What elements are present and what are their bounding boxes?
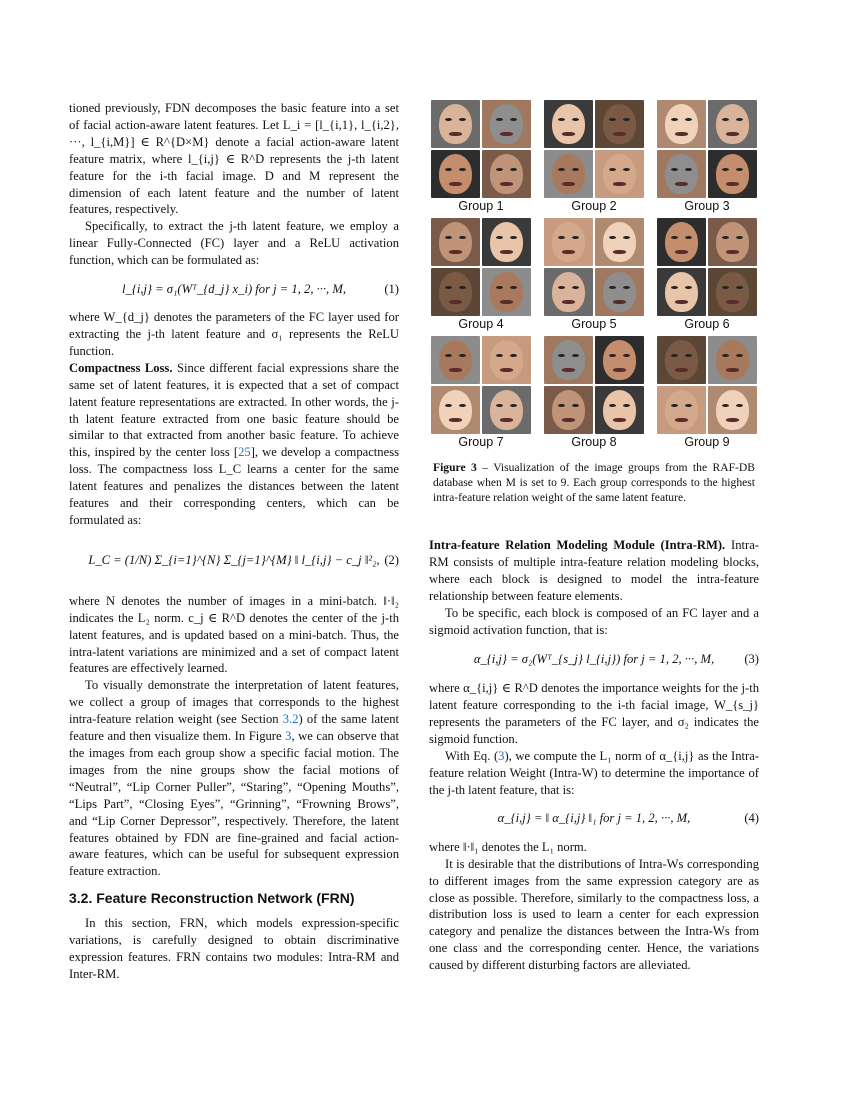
- eye-shape: [685, 404, 692, 407]
- eye-shape: [496, 168, 503, 171]
- equation-text: α_{i,j} = ‖ α_{i,j} ‖₁ for j = 1, 2, ···, M,: [497, 811, 691, 826]
- eye-shape: [609, 118, 616, 121]
- face-skin-shape: [665, 272, 698, 312]
- face-thumbnails: [657, 336, 757, 434]
- figure-caption: [429, 460, 759, 505]
- eye-shape: [558, 404, 565, 407]
- equation-number: (4): [744, 811, 759, 826]
- mouth-shape: [500, 368, 513, 372]
- face-image: [708, 150, 757, 198]
- eye-shape: [558, 286, 565, 289]
- mouth-shape: [726, 132, 739, 136]
- face-image: [708, 386, 757, 434]
- eye-shape: [671, 404, 678, 407]
- text-span: ) of the same latent feature and then visualize them. In Figure: [69, 712, 399, 744]
- equation-1: [69, 269, 399, 309]
- mouth-shape: [675, 300, 688, 304]
- eye-shape: [510, 168, 517, 171]
- equation-4: [429, 799, 759, 839]
- paragraph: where W_{d_j} denotes the parameters of the FC layer used for extracting the j-th latent feature and σ₁ represents the ReLU function.: [69, 310, 399, 358]
- mouth-shape: [726, 250, 739, 254]
- face-skin-shape: [716, 154, 749, 194]
- image-group: [542, 336, 646, 454]
- eye-shape: [510, 404, 517, 407]
- mouth-shape: [726, 368, 739, 372]
- face-skin-shape: [716, 340, 749, 380]
- run-in-heading: Intra-feature Relation Modeling Module (Intra-RM).: [429, 538, 726, 552]
- paragraph: Specifically, to extract the j-th latent feature, we employ a linear Fully-Connected (FC) layer and a ReLU activation function, which can be formulated as:: [69, 219, 399, 268]
- face-skin-shape: [439, 104, 472, 144]
- eye-shape: [445, 236, 452, 239]
- mouth-shape: [449, 182, 462, 186]
- face-skin-shape: [552, 272, 585, 312]
- image-group: [429, 336, 533, 454]
- eye-shape: [572, 404, 579, 407]
- face-skin-shape: [439, 154, 472, 194]
- eye-shape: [736, 118, 743, 121]
- equation-3: [429, 638, 759, 680]
- group-label: Group 5: [571, 317, 617, 331]
- eye-shape: [445, 118, 452, 121]
- face-skin-shape: [665, 154, 698, 194]
- mouth-shape: [613, 368, 626, 372]
- eye-shape: [459, 354, 466, 357]
- eye-shape: [671, 168, 678, 171]
- mouth-shape: [500, 182, 513, 186]
- group-label: Group 8: [571, 435, 617, 449]
- image-group: [542, 218, 646, 336]
- text-span: ), we compute the L₁ norm of α_{i,j} as the Intra-feature relation Weight (Intra-W) to determine the importance of the j-th latent feature, that is:: [429, 749, 759, 797]
- eye-shape: [459, 286, 466, 289]
- face-image: [657, 268, 706, 316]
- eye-shape: [722, 236, 729, 239]
- eye-shape: [623, 286, 630, 289]
- figure-link[interactable]: 3: [285, 729, 292, 744]
- face-image: [595, 336, 644, 384]
- eye-shape: [496, 286, 503, 289]
- face-image: [431, 386, 480, 434]
- text-span: Intra-RM consists of multiple intra-feature relation modeling blocks, where each block is designed to model the intra-feature relationship between feature elements.: [429, 538, 760, 603]
- face-image: [544, 386, 593, 434]
- caption-text: – Visualization of the image groups from the RAF-DB database when M is set to 9. Each group corresponds to the highest intra-feature relation weight of the same latent feature.: [433, 461, 755, 504]
- eye-shape: [572, 118, 579, 121]
- face-image: [708, 218, 757, 266]
- face-image: [482, 268, 531, 316]
- text-span: With Eq. (: [445, 749, 499, 764]
- paragraph: where α_{i,j} ∈ R^D denotes the importance weights for the j-th latent feature corresponding to the i-th facial image, W_{s_j} represents the parameters of the FC layer, and σ₂ indicates the sigmoid function.: [429, 681, 759, 747]
- face-image: [431, 218, 480, 266]
- equation-text: α_{i,j} = σ₂(Wᵀ_{s_j} l_{i,j}) for j = 1, 2, ···, M,: [473, 651, 715, 666]
- group-label: Group 3: [684, 199, 730, 213]
- face-skin-shape: [439, 340, 472, 380]
- image-group: [655, 100, 759, 218]
- mouth-shape: [726, 418, 739, 422]
- eye-shape: [623, 236, 630, 239]
- eye-shape: [496, 404, 503, 407]
- mouth-shape: [562, 250, 575, 254]
- eye-shape: [445, 168, 452, 171]
- face-skin-shape: [665, 104, 698, 144]
- eye-shape: [510, 236, 517, 239]
- mouth-shape: [449, 250, 462, 254]
- eye-shape: [558, 168, 565, 171]
- face-skin-shape: [603, 340, 636, 380]
- eye-shape: [445, 354, 452, 357]
- eye-shape: [609, 354, 616, 357]
- face-image: [544, 268, 593, 316]
- image-group: [542, 100, 646, 218]
- face-skin-shape: [490, 154, 523, 194]
- equation-text: L_C = (1/N) Σ_{i=1}^{N} Σ_{j=1}^{M} ‖ l_{i,j} − c_j ‖²₂,: [88, 553, 380, 568]
- face-image: [708, 268, 757, 316]
- paragraph: tioned previously, FDN decomposes the basic feature into a set of facial action-aware latent features. Let L_i = [l_{i,1}, l_{i,2}, ···, l_{i,M}] ∈ R^{D×M} denote a facial action-aware latent feature matrix, where l_{i,j} ∈ R^D represents the j-th latent feature for the i-th facial image. D and M represent the dimension of each latent feature and the number of latent features, respectively.: [69, 101, 399, 217]
- paragraph: where N denotes the number of images in a mini-batch. ‖·‖₂ indicates the L₂ norm. c_j ∈ R^D denotes the center of the j-th latent features, and is updated based on a mini-batch. Thus, the intra-latent variations are minimized and a set of compact latent features are effectively learned.: [69, 593, 399, 676]
- image-group: [655, 218, 759, 336]
- eye-shape: [445, 286, 452, 289]
- eye-shape: [572, 168, 579, 171]
- eye-shape: [736, 286, 743, 289]
- face-image: [431, 150, 480, 198]
- eye-shape: [736, 168, 743, 171]
- eye-shape: [736, 236, 743, 239]
- text-span: ], we develop a compactness loss. The compactness loss L_C learns a center for the same latent features and penalizes the distances between the latent features and their corresponding centers, which can be formulated as:: [69, 445, 399, 527]
- face-skin-shape: [552, 222, 585, 262]
- eye-shape: [459, 168, 466, 171]
- face-skin-shape: [665, 340, 698, 380]
- mouth-shape: [562, 368, 575, 372]
- face-image: [595, 218, 644, 266]
- face-skin-shape: [552, 154, 585, 194]
- face-skin-shape: [552, 340, 585, 380]
- face-skin-shape: [716, 104, 749, 144]
- mouth-shape: [500, 418, 513, 422]
- face-image: [544, 150, 593, 198]
- eye-shape: [685, 354, 692, 357]
- mouth-shape: [675, 368, 688, 372]
- eye-shape: [609, 236, 616, 239]
- mouth-shape: [562, 132, 575, 136]
- eye-shape: [671, 118, 678, 121]
- text-span: To visually demonstrate the interpretation of latent features, we collect a group of images that corresponds to the highest intra-feature relation weight (see Section: [69, 678, 399, 727]
- face-image: [482, 336, 531, 384]
- section-heading: 3.2. Feature Reconstruction Network (FRN): [69, 890, 355, 907]
- paragraph: where ‖·‖₁ denotes the L₁ norm.: [429, 839, 587, 854]
- group-label: Group 2: [571, 199, 617, 213]
- eye-shape: [558, 236, 565, 239]
- paragraph: It is desirable that the distributions of Intra-Ws corresponding to different images from the same expression category are as close as possible. Therefore, similarly to the compactness loss, a distribution loss is used to learn a center for each expression category and penalize the distances between the Intra-Ws from one class and the corresponding center. Hence, the variations caused by different disturbing factors are alleviated.: [429, 856, 759, 973]
- face-thumbnails: [657, 218, 757, 316]
- face-image: [657, 150, 706, 198]
- image-group: [429, 100, 533, 218]
- face-image: [657, 336, 706, 384]
- face-skin-shape: [439, 222, 472, 262]
- face-image: [482, 386, 531, 434]
- text-span: Since different facial expressions share the same set of latent features, it is expected that a set of compact latent feature representations are extracted. In other words, the j-th latent feature extracted from one basic feature should be similar to that extracted from another basic feature. To achieve this, inspired by the center loss [: [69, 360, 399, 460]
- face-skin-shape: [716, 272, 749, 312]
- face-thumbnails: [431, 218, 531, 316]
- face-skin-shape: [490, 272, 523, 312]
- face-image: [482, 100, 531, 148]
- mouth-shape: [675, 182, 688, 186]
- face-thumbnails: [544, 336, 644, 434]
- face-skin-shape: [665, 390, 698, 430]
- mouth-shape: [449, 300, 462, 304]
- equation-2: [69, 529, 399, 593]
- face-skin-shape: [490, 104, 523, 144]
- eye-shape: [736, 354, 743, 357]
- eye-shape: [572, 286, 579, 289]
- mouth-shape: [726, 182, 739, 186]
- face-skin-shape: [716, 390, 749, 430]
- eye-shape: [671, 286, 678, 289]
- mouth-shape: [613, 418, 626, 422]
- eye-shape: [496, 118, 503, 121]
- face-image: [482, 218, 531, 266]
- eye-shape: [572, 354, 579, 357]
- caption-label: Figure 3: [433, 461, 477, 474]
- eye-shape: [623, 118, 630, 121]
- mouth-shape: [449, 418, 462, 422]
- equation-link[interactable]: 3: [498, 749, 505, 764]
- eye-shape: [558, 118, 565, 121]
- paragraph: To be specific, each block is composed of an FC layer and a sigmoid activation function, that is:: [429, 605, 759, 637]
- face-image: [431, 268, 480, 316]
- eye-shape: [722, 118, 729, 121]
- eye-shape: [623, 354, 630, 357]
- face-skin-shape: [490, 222, 523, 262]
- mouth-shape: [726, 300, 739, 304]
- paragraph: [429, 748, 759, 799]
- face-image: [482, 150, 531, 198]
- face-skin-shape: [603, 390, 636, 430]
- eye-shape: [496, 354, 503, 357]
- face-image: [595, 150, 644, 198]
- mouth-shape: [500, 250, 513, 254]
- face-image: [657, 100, 706, 148]
- figure-3: [429, 100, 759, 505]
- face-image: [544, 218, 593, 266]
- face-thumbnails: [431, 100, 531, 198]
- eye-shape: [609, 168, 616, 171]
- eye-shape: [510, 354, 517, 357]
- face-image: [657, 218, 706, 266]
- eye-shape: [609, 404, 616, 407]
- face-image: [431, 336, 480, 384]
- eye-shape: [671, 354, 678, 357]
- eye-shape: [722, 354, 729, 357]
- eye-shape: [496, 236, 503, 239]
- face-skin-shape: [603, 154, 636, 194]
- eye-shape: [445, 404, 452, 407]
- face-skin-shape: [603, 222, 636, 262]
- eye-shape: [722, 404, 729, 407]
- group-label: Group 4: [458, 317, 504, 331]
- eye-shape: [623, 404, 630, 407]
- group-label: Group 7: [458, 435, 504, 449]
- text-span: , we can observe that the images from each group show a specific facial motion. The images from the nine groups show the facial motions of “Neutral”, “Lip Corner Puller”, “Staring”, “Opening Mouths”, “Lips Part”, “Closing Eyes”, “Grinning”, “Frowning Brows”, and “Lip Corner Depressor”, respectively. Therefore, the latent features obtained by FDN are fine-grained and facial action-aware features, which can be useful for subsequent expression feature extraction.: [69, 729, 399, 879]
- mouth-shape: [675, 250, 688, 254]
- eye-shape: [558, 354, 565, 357]
- eye-shape: [685, 236, 692, 239]
- paragraph: [429, 537, 759, 605]
- mouth-shape: [675, 132, 688, 136]
- face-image: [544, 100, 593, 148]
- eye-shape: [572, 236, 579, 239]
- eye-shape: [685, 118, 692, 121]
- face-image: [657, 386, 706, 434]
- eye-shape: [459, 118, 466, 121]
- eye-shape: [510, 286, 517, 289]
- eye-shape: [510, 118, 517, 121]
- face-skin-shape: [439, 390, 472, 430]
- face-thumbnails: [431, 336, 531, 434]
- eye-shape: [685, 168, 692, 171]
- face-thumbnails: [657, 100, 757, 198]
- face-skin-shape: [603, 104, 636, 144]
- mouth-shape: [500, 132, 513, 136]
- face-skin-shape: [716, 222, 749, 262]
- face-image: [595, 268, 644, 316]
- mouth-shape: [449, 368, 462, 372]
- face-skin-shape: [665, 222, 698, 262]
- eye-shape: [736, 404, 743, 407]
- face-skin-shape: [490, 390, 523, 430]
- paragraph: In this section, FRN, which models expression-specific variations, is carefully designed to obtain discriminative expression features. FRN contains two modules: Intra-RM and Inter-RM.: [69, 916, 399, 981]
- equation-number: (1): [384, 281, 399, 296]
- mouth-shape: [500, 300, 513, 304]
- eye-shape: [671, 236, 678, 239]
- face-image: [708, 336, 757, 384]
- face-thumbnails: [544, 100, 644, 198]
- face-skin-shape: [439, 272, 472, 312]
- right-column: [429, 537, 759, 974]
- citation-link[interactable]: 25: [238, 445, 251, 460]
- mouth-shape: [562, 182, 575, 186]
- mouth-shape: [613, 300, 626, 304]
- mouth-shape: [613, 132, 626, 136]
- mouth-shape: [449, 132, 462, 136]
- mouth-shape: [562, 300, 575, 304]
- face-image: [595, 386, 644, 434]
- eye-shape: [623, 168, 630, 171]
- face-skin-shape: [603, 272, 636, 312]
- group-label: Group 6: [684, 317, 730, 331]
- face-skin-shape: [552, 390, 585, 430]
- left-column: [69, 100, 399, 983]
- group-label: Group 9: [684, 435, 730, 449]
- group-label: Group 1: [458, 199, 504, 213]
- image-group: [429, 218, 533, 336]
- run-in-heading: Compactness Loss.: [69, 360, 173, 375]
- eye-shape: [722, 168, 729, 171]
- eye-shape: [609, 286, 616, 289]
- face-skin-shape: [490, 340, 523, 380]
- section-link[interactable]: 3.2: [282, 712, 299, 727]
- equation-number: (3): [744, 651, 759, 666]
- eye-shape: [722, 286, 729, 289]
- mouth-shape: [675, 418, 688, 422]
- eye-shape: [459, 404, 466, 407]
- equation-number: (2): [384, 553, 399, 568]
- eye-shape: [459, 236, 466, 239]
- equation-text: l_{i,j} = σ₁(Wᵀ_{d_j} x_i) for j = 1, 2, ···, M,: [122, 281, 346, 296]
- face-skin-shape: [552, 104, 585, 144]
- face-image: [595, 100, 644, 148]
- mouth-shape: [613, 250, 626, 254]
- face-thumbnails: [544, 218, 644, 316]
- paragraph: [69, 677, 399, 880]
- image-group: [655, 336, 759, 454]
- paragraph: [69, 360, 399, 529]
- face-image: [431, 100, 480, 148]
- image-groups-grid: [429, 100, 759, 454]
- mouth-shape: [562, 418, 575, 422]
- face-image: [708, 100, 757, 148]
- face-image: [544, 336, 593, 384]
- eye-shape: [685, 286, 692, 289]
- mouth-shape: [613, 182, 626, 186]
